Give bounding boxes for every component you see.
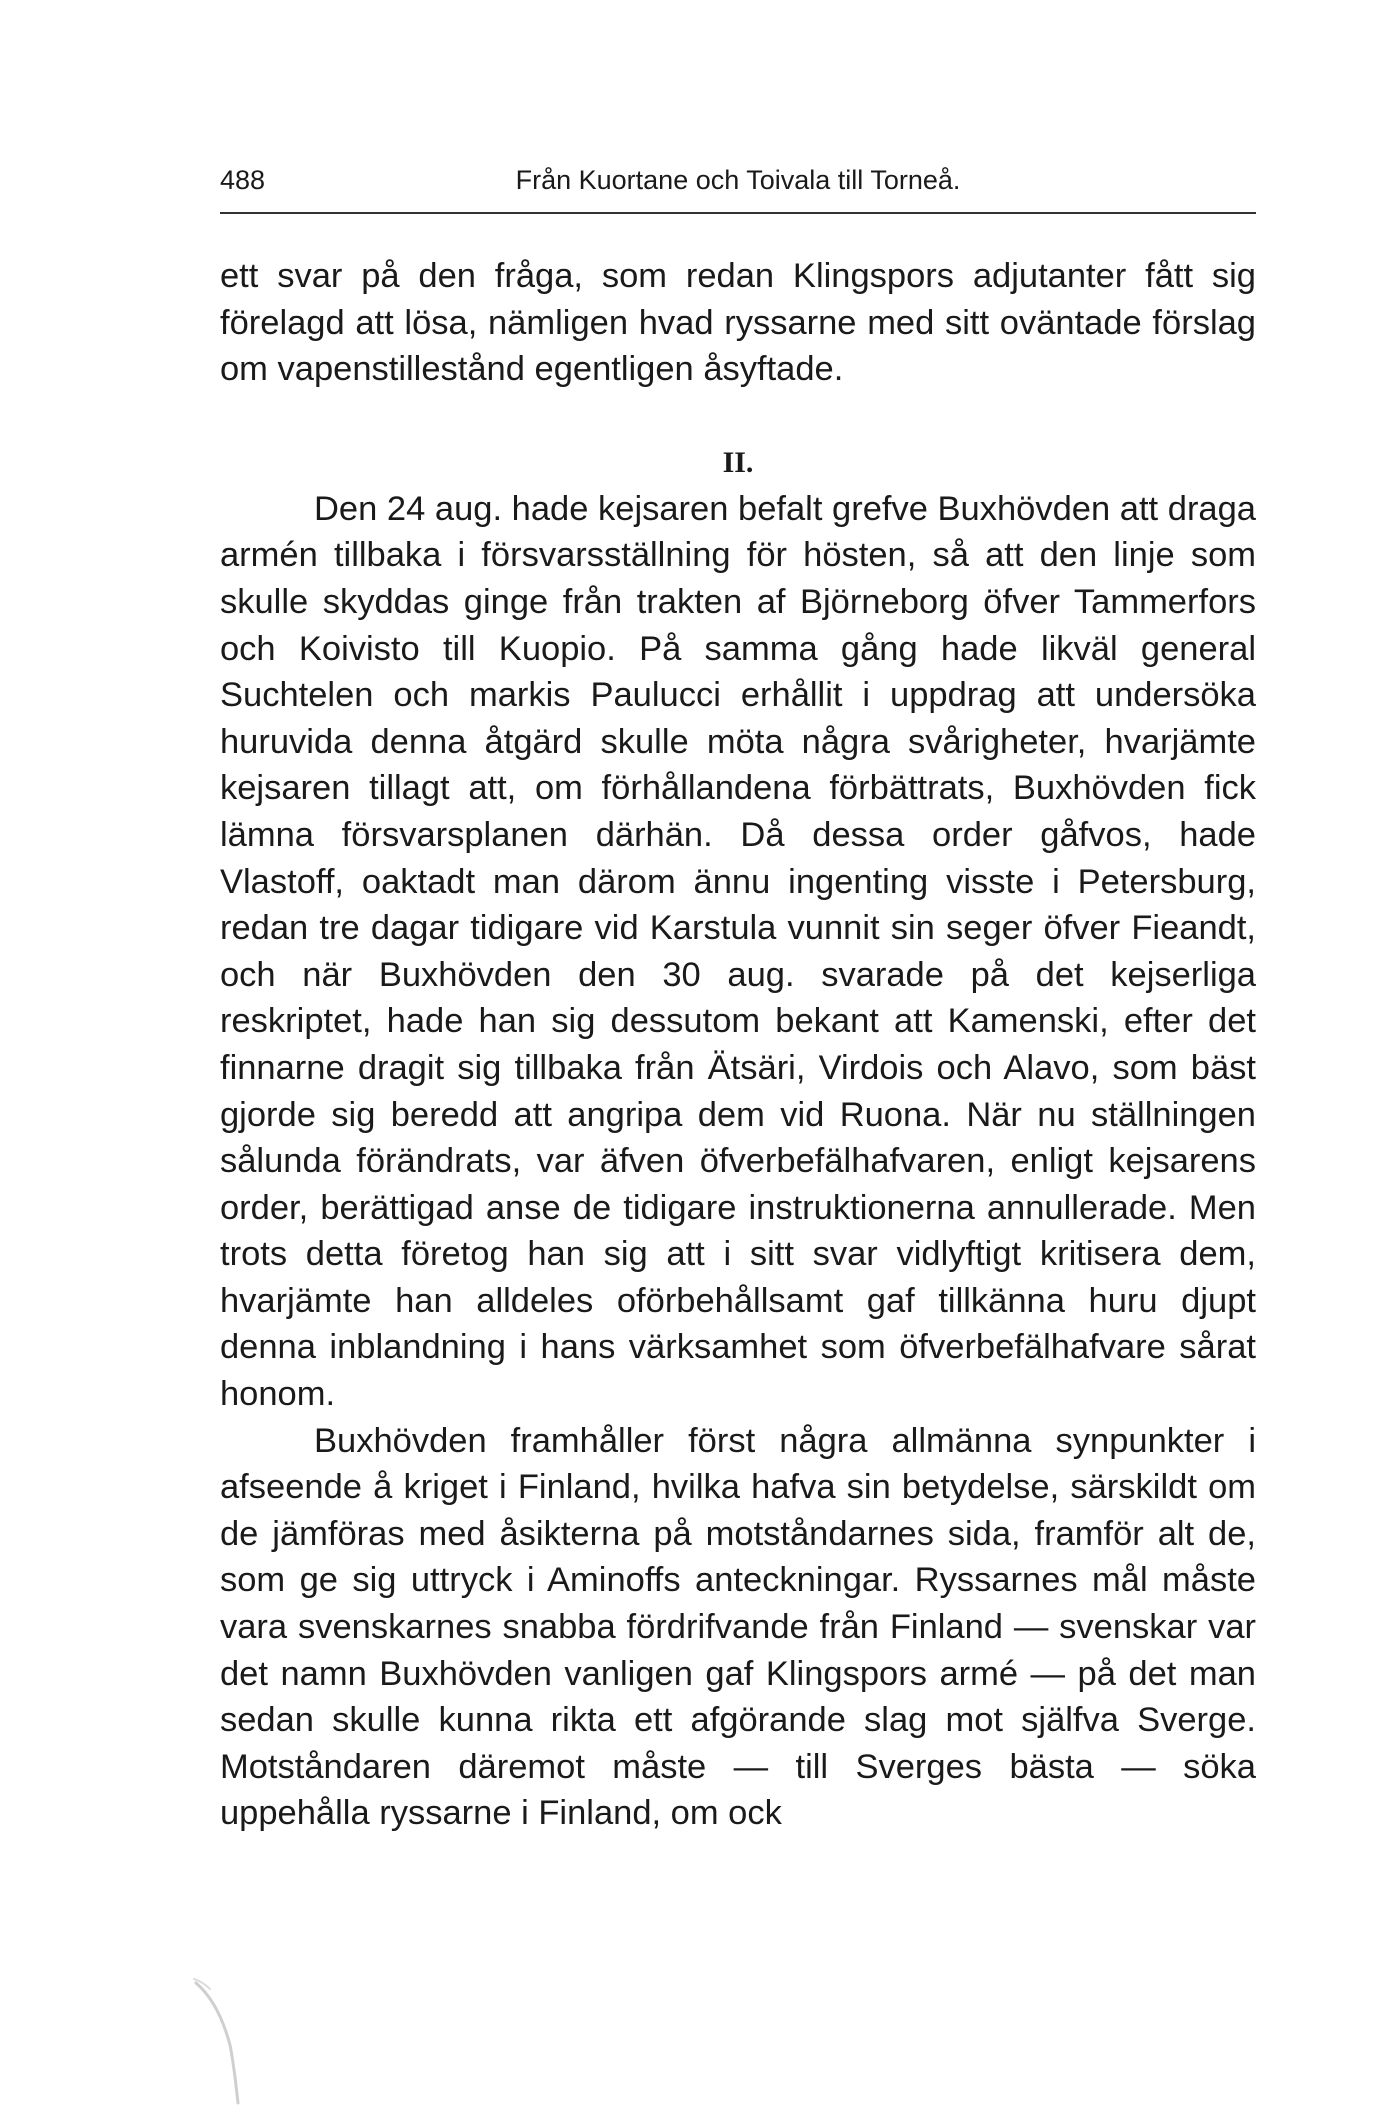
paragraph: Buxhövden framhåller först några allmänna synpunkter i afseende å kriget i Finland, hvilka hafva sin betydelse, särskildt om de jämföras med åsikterna på motståndarnes sida, framför alt de, som ge sig uttryck i Aminoffs anteckningar. Ryssarnes mål måste vara svenskarnes snabba fördrifvande från Finland — svenskar var det namn Buxhövden vanligen gaf Klingspors armé — på det man sedan skulle kunna rikta ett afgörande slag mot själfva Sverge. Motståndaren däremot måste — till Sverges bästa — söka uppehålla ryssarne i Finland, om ock: [220, 1421, 1256, 1833]
scan-smudge-mark: [192, 1975, 252, 2105]
running-head: [220, 160, 1256, 200]
paragraph: ett svar på den fråga, som redan Klingspors adjutanter fått sig förelagd att lösa, nämligen hvad ryssarne med sitt oväntade förslag om vapenstillestånd egentligen åsyftade.: [220, 257, 1256, 389]
header-rule: [220, 212, 1256, 214]
page-number: 488: [220, 165, 266, 195]
running-title: Från Kuortane och Toivala till Torneå.: [515, 165, 961, 195]
body-text: [220, 253, 1256, 1837]
paragraph: Den 24 aug. hade kejsaren befalt grefve Buxhövden att draga armén tillbaka i försvarsställning för hösten, så att den linje som skulle skyddas ginge från trakten af Björneborg öfver Tammerfors och Koivisto till Kuopio. På samma gång hade likväl general Suchtelen och markis Paulucci erhållit i uppdrag att undersöka huruvida denna åtgärd skulle möta några svårigheter, hvarjämte kejsaren tillagt att, om förhållandena förbättrats, Buxhövden fick lämna försvarsplanen därhän. Då dessa order gåfvos, hade Vlastoff, oaktadt man därom ännu ingenting visste i Petersburg, redan tre dagar tidigare vid Karstula vunnit sin seger öfver Fieandt, och när Buxhövden den 30 aug. svarade på det kejserliga reskriptet, hade han sig dessutom bekant att Kamenski, efter det finnarne dragit sig tillbaka från Ätsäri, Virdois och Alavo, som bäst gjorde sig beredd att angripa dem vid Ruona. När nu ställningen sålunda förändrats, var äfven öfverbefälhafvaren, enligt kejsarens order, berättigad anse de tidigare instruktionerna annullerade. Men trots detta företog han sig att i sitt svar vidlyftigt kritisera dem, hvarjämte han alldeles oförbehållsamt gaf tillkänna huru djupt denna inblandning i hans värksamhet som öfverbefälhafvare sårat honom.: [220, 489, 1256, 1414]
section-heading: II.: [722, 445, 754, 479]
